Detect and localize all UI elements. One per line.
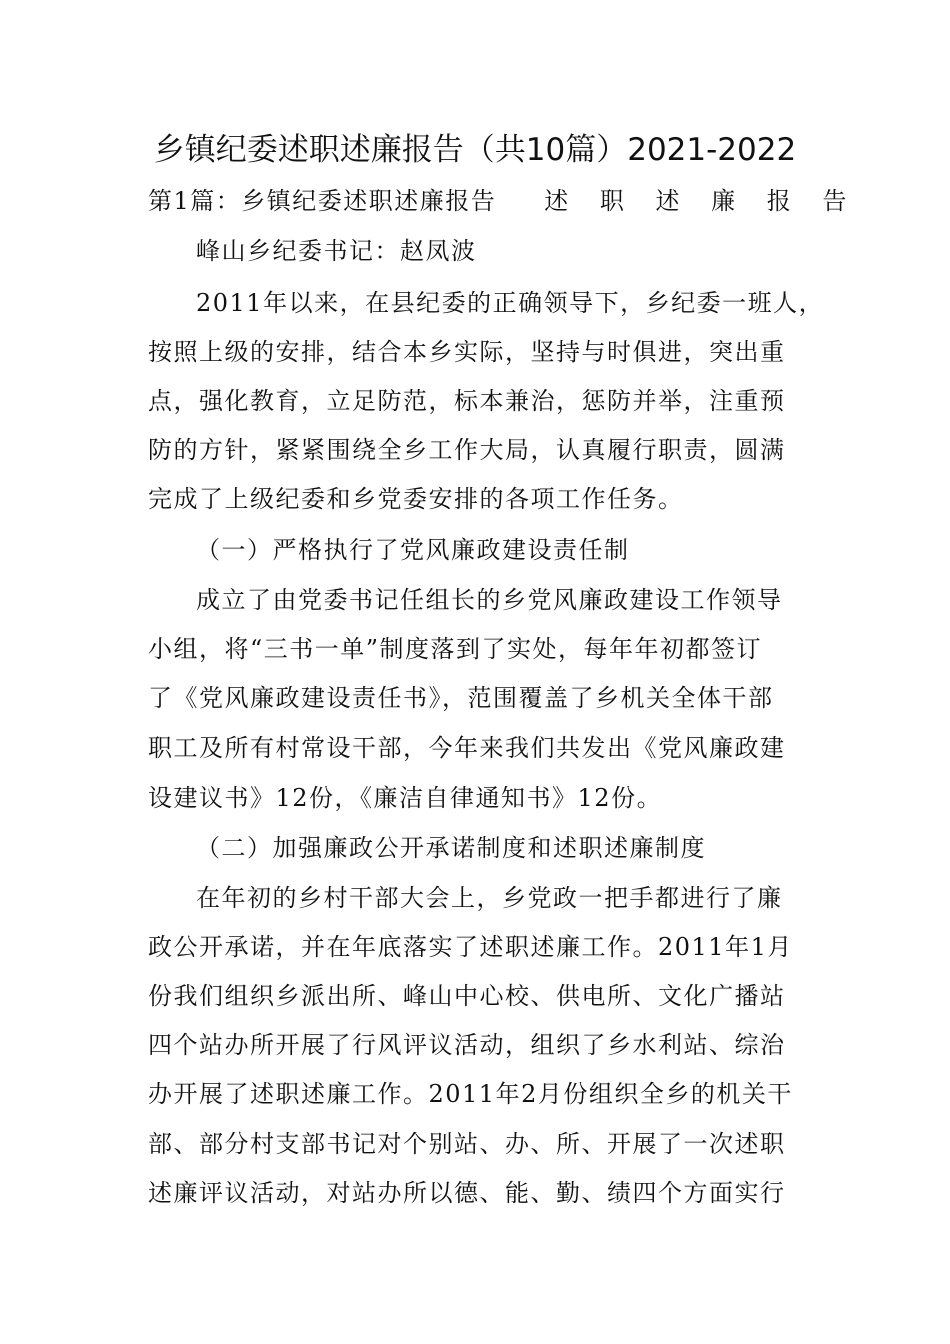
- paragraph-line: 2011年以来，在县纪委的正确领导下，乡纪委一班人，: [196, 289, 825, 317]
- section-heading: （二）加强廉政公开承诺制度和述职述廉制度: [196, 834, 706, 862]
- document-title: 乡镇纪委述职述廉报告（共10篇）2021-2022: [153, 132, 797, 168]
- paragraph-line: 小组，将“三书一单”制度落到了实处，每年年初都签订: [148, 635, 763, 663]
- paragraph-line: 了《党风廉政建设责任书》，范围覆盖了乡机关全体干部: [148, 684, 774, 712]
- paragraph-line: 设建议书》12份，《廉洁自律通知书》12份。: [148, 784, 663, 812]
- paragraph-line: 四个站办所开展了行风评议活动，组织了乡水利站、综治: [148, 1031, 786, 1059]
- paragraph-line: 在年初的乡村干部大会上，乡党政一把手都进行了廉: [196, 884, 783, 912]
- paragraph-line: 按照上级的安排，结合本乡实际，坚持与时俱进，突出重: [148, 338, 786, 366]
- paragraph-line: 政公开承诺，并在年底落实了述职述廉工作。2011年1月: [148, 933, 793, 961]
- paragraph-line: 述廉评议活动，对站办所以德、能、勤、绩四个方面实行: [148, 1179, 786, 1207]
- chapter-line: [148, 184, 858, 218]
- paragraph-line: 完成了上级纪委和乡党委安排的各项工作任务。: [148, 485, 684, 513]
- paragraph-line: 职工及所有村常设干部，今年来我们共发出《党风廉政建: [148, 734, 786, 762]
- chapter-label: 第1篇：乡镇纪委述职述廉报告: [148, 187, 497, 215]
- paragraph-line: 办开展了述职述廉工作。2011年2月份组织全乡的机关干: [148, 1080, 793, 1108]
- paragraph-line: 部、部分村支部书记对个别站、办、所、开展了一次述职: [148, 1130, 786, 1158]
- author-line: 峰山乡纪委书记：赵凤波: [196, 237, 477, 265]
- section-heading: （一）严格执行了党风廉政建设责任制: [196, 536, 630, 564]
- paragraph-line: 份我们组织乡派出所、峰山中心校、供电所、文化广播站: [148, 982, 786, 1010]
- paragraph-line: 点，强化教育，立足防范，标本兼治，惩防并举，注重预: [148, 387, 786, 415]
- paragraph-line: 成立了由党委书记任组长的乡党风廉政建设工作领导: [196, 586, 783, 614]
- paragraph-line: 防的方针，紧紧围绕全乡工作大局，认真履行职责，圆满: [148, 436, 786, 464]
- report-heading: 述 职 述 廉 报 告: [544, 187, 859, 215]
